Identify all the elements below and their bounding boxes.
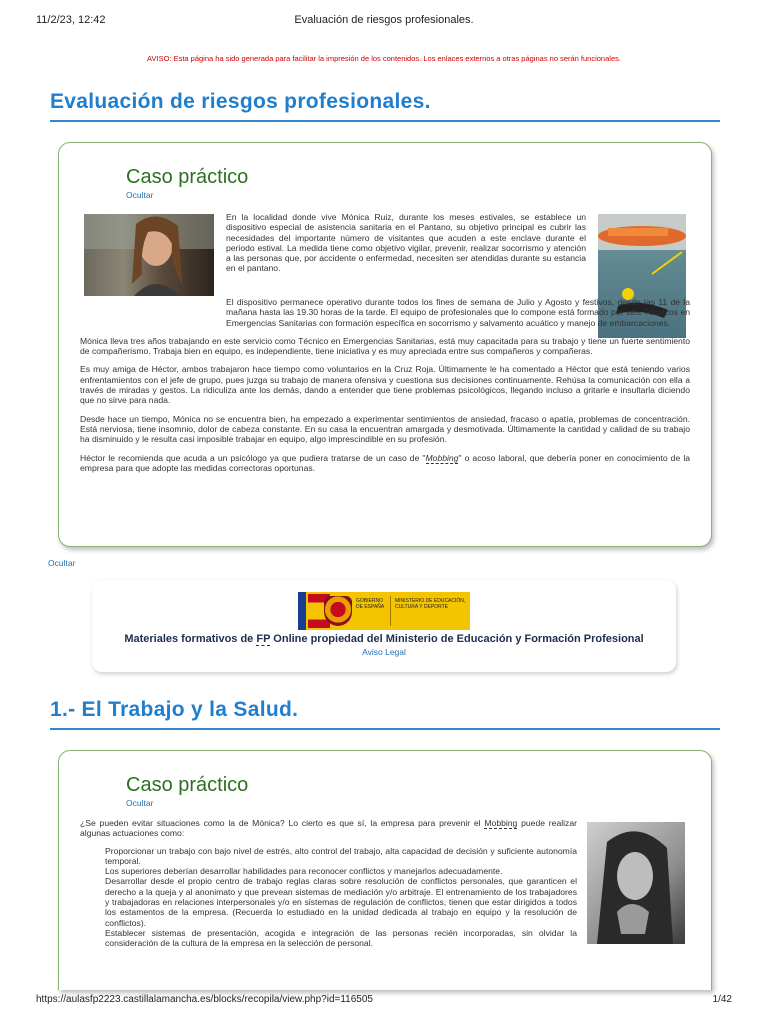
section-title-2: 1.- El Trabajo y la Salud. bbox=[50, 698, 299, 721]
page-title: Evaluación de riesgos profesionales. bbox=[50, 90, 431, 113]
eu-flag-icon bbox=[298, 592, 306, 630]
case-paragraph-2: El dispositivo permanece operativo durante todos los fines de semana de Julio y Agosto y festivos, desde las 11 de la mañana hasta las 19.30 horas de la tarde. El equipo de profesionales que lo compone está formado por seis Técnicos en Emergencias Sanitarias con formación específica en socorrismo y salvamento acuático y manejo de embarcaciones. bbox=[226, 297, 690, 328]
case2-body bbox=[80, 818, 577, 949]
list-item: Desarrollar desde el propio centro de trabajo reglas claras sobre resolución de conflictos personales, que garanticen el derecho a la queja y al anonimato y que prevean sistemas de mediación y/o arbitraje. El entrenamiento de los trabajadores y trabajadoras en relaciones interpersonales y/o en sistemas de regulación de conflictos, tienen que estar dirigidos a todos los estamentos de la empresa. (Recuerda lo estudiado en la unidad dedicada al trabajo en equipo y la resolución de conflictos). bbox=[105, 876, 577, 928]
hide-link[interactable]: Ocultar bbox=[126, 190, 154, 200]
case-body bbox=[80, 297, 690, 481]
case-paragraph-1 bbox=[226, 212, 586, 282]
list-item: Proporcionar un trabajo con bajo nivel de estrés, alto control del trabajo, alta capacidad de decisión y suficiente autonomía temporal. bbox=[105, 845, 577, 866]
government-logo bbox=[298, 592, 470, 630]
case-paragraph-3: Mónica lleva tres años trabajando en este servicio como Técnico en Emergencias Sanitarias, está muy capacitada para su trabajo y tiene un fuerte sentimiento de compañerismo. Trabaja bien en equipo, es independiente, tiene iniciativa y es muy apreciada entre sus compañeros y compañeras. bbox=[80, 335, 690, 357]
case-title-2: Caso práctico bbox=[126, 774, 249, 796]
case-paragraph-5: Desde hace un tiempo, Mónica no se encuentra bien, ha empezado a experimentar sentimientos de ansiedad, fracaso o apatía, problemas de concentración. Está nerviosa, tiene insomnio, dolor de cabeza constante. En su casa la encuentran amargada y desmotivada. Últimamente la cantidad y calidad de su trabajo ha disminuido y le resulta casi imposible trabajar en equipo, algo imprescindible en su profesión. bbox=[80, 413, 690, 445]
list-item: Los superiores deberían desarrollar habilidades para reconocer conflictos y manejarlos adecuadamente. bbox=[105, 866, 503, 877]
legal-notice-link[interactable]: Aviso Legal bbox=[362, 647, 406, 657]
woman-photo bbox=[84, 214, 214, 296]
case2-intro bbox=[80, 818, 577, 839]
logo-text-gobierno: GOBIERNO DE ESPAÑA bbox=[356, 598, 385, 610]
fp-abbreviation[interactable]: FP bbox=[256, 633, 271, 645]
case-paragraph-6 bbox=[80, 453, 690, 474]
p6-before: Héctor le recomienda que acuda a un psicólogo ya que pudiera tratarse de un caso de " bbox=[80, 452, 426, 463]
coat-of-arms-icon bbox=[324, 596, 352, 626]
prevention-list bbox=[105, 846, 577, 949]
logo-text-ministerio: MINISTERIO DE EDUCACIÓN, CULTURA Y DEPORTE bbox=[395, 598, 466, 610]
print-notice: AVISO: Esta página ha sido generada para facilitar la impresión de los contenidos. Los enlaces externos a otras páginas no serán funcionales. bbox=[147, 54, 621, 63]
hide-link-2[interactable]: Ocultar bbox=[126, 798, 154, 808]
list-item: Establecer sistemas de presentación, acogida e integración de las personas recién incorporadas, sin olvidar la consideración de la cultura de la empresa en la selección de personal. bbox=[105, 927, 577, 949]
materials-after: Online propiedad del Ministerio de Educación y Formación Profesional bbox=[270, 633, 644, 645]
print-date: 11/2/23, 12:42 bbox=[36, 14, 106, 26]
materials-before: Materiales formativos de bbox=[124, 633, 257, 645]
intro-before: ¿Se pueden evitar situaciones como la de Mónica? Lo cierto es que sí, la empresa para prevenir el bbox=[80, 818, 485, 828]
intro-after: puede realizar algunas actuaciones como: bbox=[80, 818, 577, 839]
section-heading-2 bbox=[50, 698, 720, 730]
print-footer bbox=[36, 994, 732, 1005]
case-paragraph-1-text: En la localidad donde vive Mónica Ruiz, durante los meses estivales, se establece un dispositivo especial de asistencia sanitaria en el Pantano, su objetivo principal es cubrir las necesidades del importante número de visitantes que acuden a este enclave durante el periodo estival. La medida tiene como objetivo vigilar, prevenir, realizar socorrismo y atención a las personas que, por accidente o enfermedad, necesiten ser atendidas durante su estancia en el pantano. bbox=[226, 212, 586, 274]
section-heading bbox=[50, 90, 720, 122]
page-number: 1/42 bbox=[712, 994, 732, 1005]
mobbing-term-link-2[interactable]: Mobbing bbox=[484, 818, 518, 828]
mobbing-term-link[interactable]: Mobbing bbox=[425, 452, 459, 463]
print-title: Evaluación de riesgos profesionales. bbox=[294, 14, 474, 26]
print-url: https://aulasfp2223.castillalamancha.es/blocks/recopila/view.php?id=116505 bbox=[36, 994, 373, 1005]
hide-outer-link[interactable]: Ocultar bbox=[48, 558, 76, 568]
case-title: Caso práctico bbox=[126, 166, 249, 188]
case-paragraph-4: Es muy amiga de Héctor, ambos trabajaron hace tiempo como voluntarios en la Cruz Roja. Últimamente le ha comentado a Héctor que está teniendo varios enfrentamientos con el jefe de grupo, pues juzga su trabajo de manera ofensiva y cuestiona sus decisiones continuamente. Rehúsa la comunicación con ella a través de miradas y gestos. La ridiculiza ante los demás, dando a entender que tiene problemas psicológicos, llegando incluso a gritarle e insultarla diciendo que no sirve para nada. bbox=[80, 364, 690, 406]
materials-credit bbox=[0, 633, 768, 645]
p6-after: " o acoso laboral, que debería poner en conocimiento de la empresa para que adopte las medidas correctoras oportunas. bbox=[80, 452, 691, 473]
worried-woman-photo bbox=[587, 822, 685, 944]
logo-divider bbox=[390, 596, 391, 626]
print-header bbox=[36, 14, 732, 28]
